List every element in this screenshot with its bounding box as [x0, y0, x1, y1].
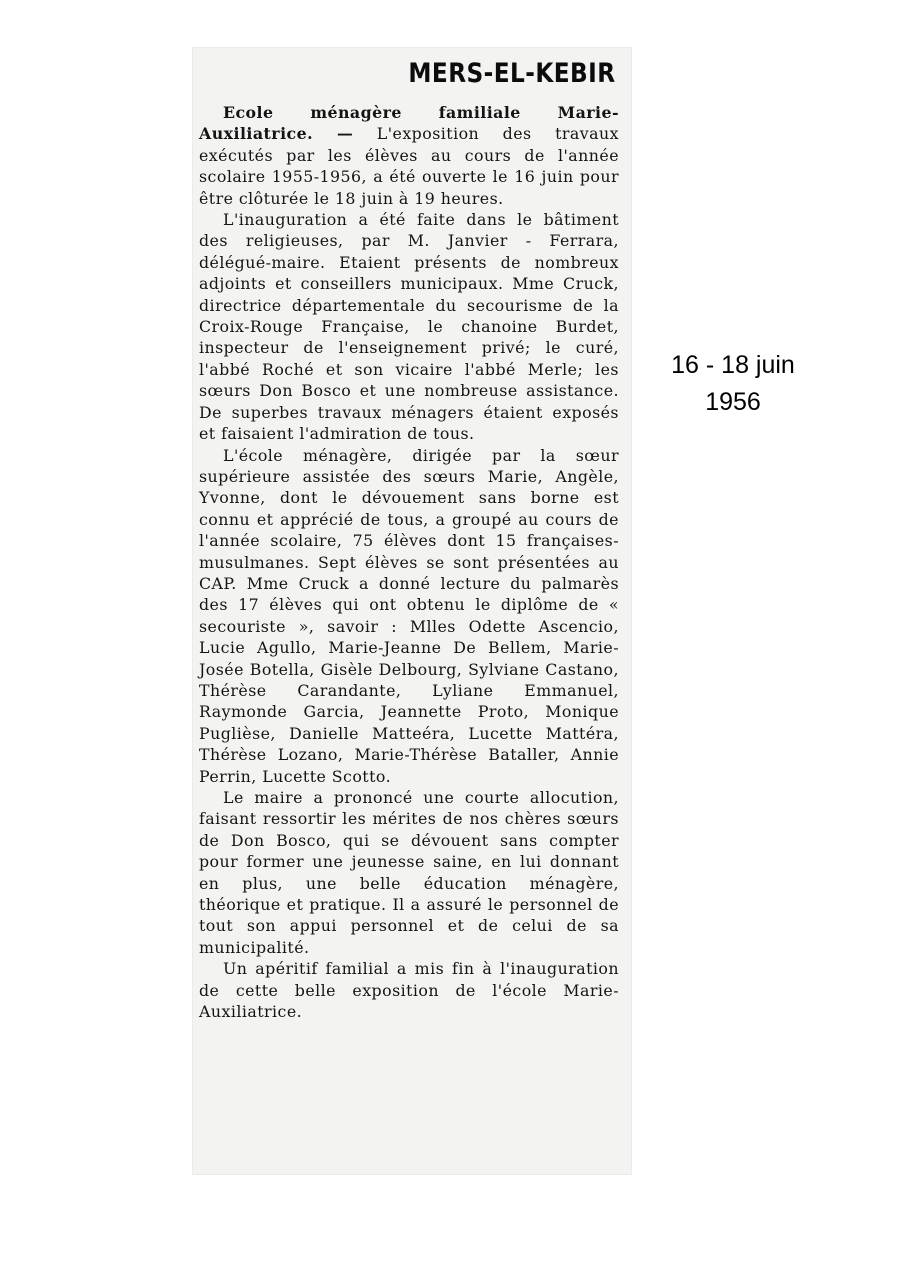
article-lead-title: Ecole ménagère familiale Marie-Auxiliatrice. —	[199, 103, 619, 144]
date-annotation-line-2: 1956	[705, 388, 761, 416]
article-paragraph-1-text: L'exposition des travaux exécutés par les élèves au cours de l'année scolaire 1955-1956, a été ouverte le 16 juin pour être clôturée le 18 juin à 19 heures.	[199, 124, 619, 208]
date-annotation	[648, 347, 818, 421]
article-paragraph-1	[199, 102, 619, 209]
date-annotation-line-1: 16 - 18 juin	[671, 351, 795, 379]
article-paragraph-4: Le maire a prononcé une courte allocution, faisant ressortir les mérites de nos chères sœurs de Don Bosco, qui se dévouent sans compter pour former une jeunesse saine, en lui donnant en plus, une belle éducation ménagère, théorique et pratique. Il a assuré le personnel de tout son appui personnel et de celui de sa municipalité.	[199, 788, 619, 957]
article-paragraph-3: L'école ménagère, dirigée par la sœur supérieure assistée des sœurs Marie, Angèle, Yvonne, dont le dévouement sans borne est connu et apprécié de tous, a groupé au cours de l'année scolaire, 75 élèves dont 15 françaises-musulmanes. Sept élèves se sont présentées au CAP. Mme Cruck a donné lecture du palmarès des 17 élèves qui ont obtenu le diplôme de « secouriste », savoir : Mlles Odette Ascencio, Lucie Agullo, Marie-Jeanne De Bellem, Marie-Josée Botella, Gisèle Delbourg, Sylviane Castano, Thérèse Carandante, Lyliane Emmanuel, Raymonde Garcia, Jeannette Proto, Monique Puglièse, Danielle Matteéra, Lucette Mattéra, Thérèse Lozano, Marie-Thérèse Bataller, Annie Perrin, Lucette Scotto.	[199, 445, 619, 786]
article-headline: MERS-EL-KEBIR	[408, 58, 616, 89]
newspaper-clipping	[193, 48, 631, 1174]
article-paragraph-5: Un apéritif familial a mis fin à l'inauguration de cette belle exposition de l'école Marie-Auxiliatrice.	[199, 959, 619, 1022]
article-paragraph-2: L'inauguration a été faite dans le bâtiment des religieuses, par M. Janvier - Ferrara, délégué-maire. Etaient présents de nombreux adjoints et conseillers municipaux. Mme Cruck, directrice départementale du secourisme de la Croix-Rouge Française, le chanoine Burdet, inspecteur de l'enseignement privé; le curé, l'abbé Roché et son vicaire l'abbé Merle; les sœurs Don Bosco et une nombreuse assistance. De superbes travaux ménagers étaient exposés et faisaient l'admiration de tous.	[199, 210, 619, 444]
article-body	[199, 56, 619, 1022]
